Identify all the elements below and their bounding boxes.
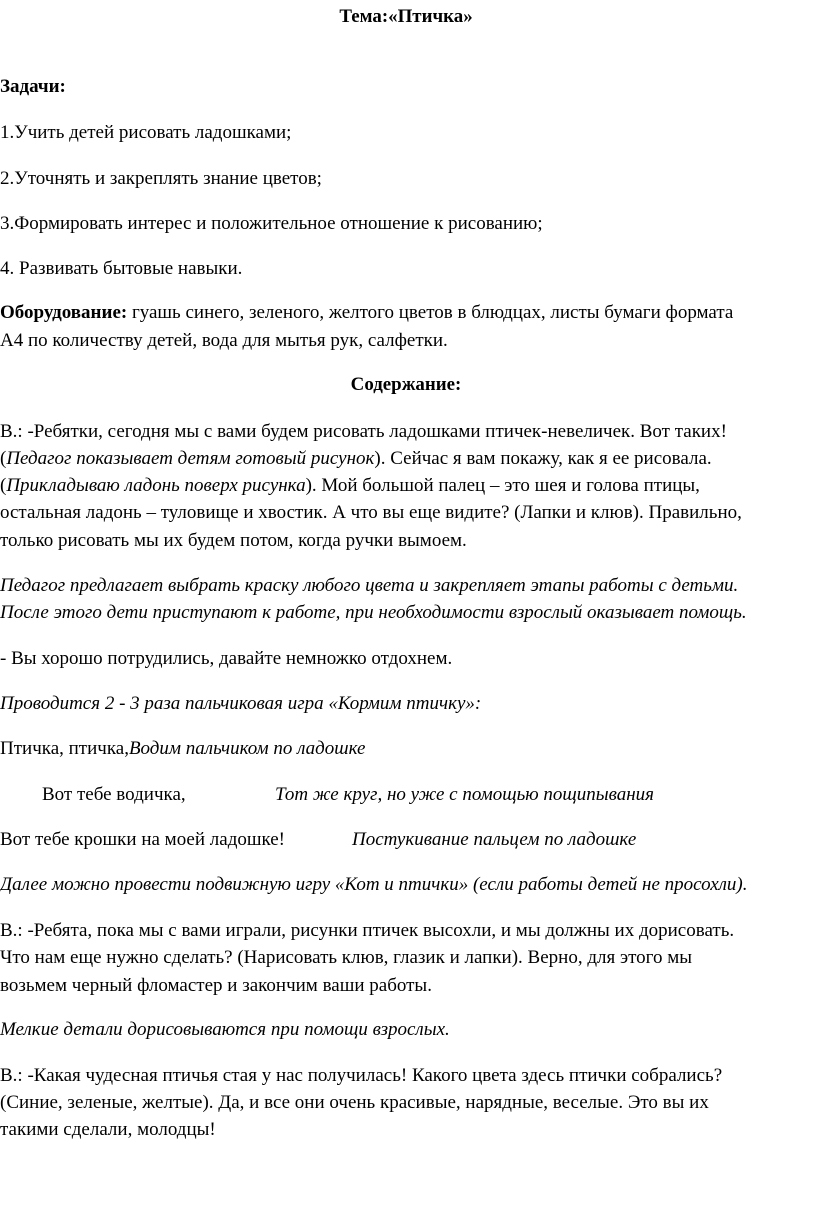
- paragraph-1-line-1: В.: -Ребятки, сегодня мы с вами будем рисовать ладошками птичек-невеличек. Вот таких!: [0, 421, 727, 442]
- equipment-line-2: А4 по количеству детей, вода для мытья рук, салфетки.: [0, 330, 448, 351]
- game-line-2-text: Вот тебе водичка,: [42, 784, 186, 805]
- content-heading: Содержание:: [350, 374, 462, 395]
- paragraph-1-line-3: (Прикладываю ладонь поверх рисунка). Мой большой палец – это шея и голова птицы,: [0, 475, 700, 496]
- paragraph-8-line-2: (Синие, зеленые, желтые). Да, и все они очень красивые, нарядные, веселые. Это вы их: [0, 1092, 709, 1113]
- game-line-2-note: Тот же круг, но уже с помощью пощипывания: [275, 784, 654, 805]
- paragraph-8-line-1: В.: -Какая чудесная птичья стая у нас получилась! Какого цвета здесь птички собрались?: [0, 1065, 723, 1086]
- paragraph-6-line-1: В.: -Ребята, пока мы с вами играли, рисунки птичек высохли, и мы должны их дорисовать.: [0, 920, 735, 941]
- task-item-4: 4. Развивать бытовые навыки.: [0, 258, 243, 279]
- paragraph-1-line-4: остальная ладонь – туловище и хвостик. А что вы еще видите? (Лапки и клюв). Правильно,: [0, 502, 742, 523]
- paragraph-1-line-2: (Педагог показывает детям готовый рисунок). Сейчас я вам покажу, как я ее рисовала.: [0, 448, 712, 469]
- game-line-3-note: Постукивание пальцем по ладошке: [352, 829, 637, 850]
- paragraph-6-line-3: возьмем черный фломастер и закончим ваши работы.: [0, 975, 432, 996]
- paragraph-8-line-3: такими сделали, молодцы!: [0, 1119, 216, 1140]
- task-item-3: 3.Формировать интерес и положительное отношение к рисованию;: [0, 213, 543, 234]
- paragraph-6-line-2: Что нам еще нужно сделать? (Нарисовать клюв, глазик и лапки). Верно, для этого мы: [0, 947, 693, 968]
- tasks-heading: Задачи:: [0, 76, 66, 97]
- paragraph-2-line-2: После этого дети приступают к работе, при необходимости взрослый оказывает помощь.: [0, 602, 747, 623]
- document-title: Тема:«Птичка»: [339, 6, 473, 27]
- paragraph-3: - Вы хорошо потрудились, давайте немножко отдохнем.: [0, 648, 453, 669]
- game-line-3-text: Вот тебе крошки на моей ладошке!: [0, 829, 286, 850]
- paragraph-5: Далее можно провести подвижную игру «Кот и птички» (если работы детей не просохли).: [0, 874, 748, 895]
- equipment-line-1: Оборудование: гуашь синего, зеленого, желтого цветов в блюдцах, листы бумаги формата: [0, 302, 734, 323]
- equipment-label: Оборудование:: [0, 302, 128, 323]
- game-line-1: Птичка, птичка,Водим пальчиком по ладошке: [0, 738, 366, 759]
- paragraph-1-line-5: только рисовать мы их будем потом, когда ручки вымоем.: [0, 530, 467, 551]
- paragraph-2-line-1: Педагог предлагает выбрать краску любого цвета и закрепляет этапы работы с детьми.: [0, 575, 739, 596]
- task-item-1: 1.Учить детей рисовать ладошками;: [0, 122, 292, 143]
- paragraph-4: Проводится 2 - 3 раза пальчиковая игра «Кормим птичку»:: [0, 693, 482, 714]
- task-item-2: 2.Уточнять и закреплять знание цветов;: [0, 168, 322, 189]
- paragraph-7: Мелкие детали дорисовываются при помощи взрослых.: [0, 1019, 450, 1040]
